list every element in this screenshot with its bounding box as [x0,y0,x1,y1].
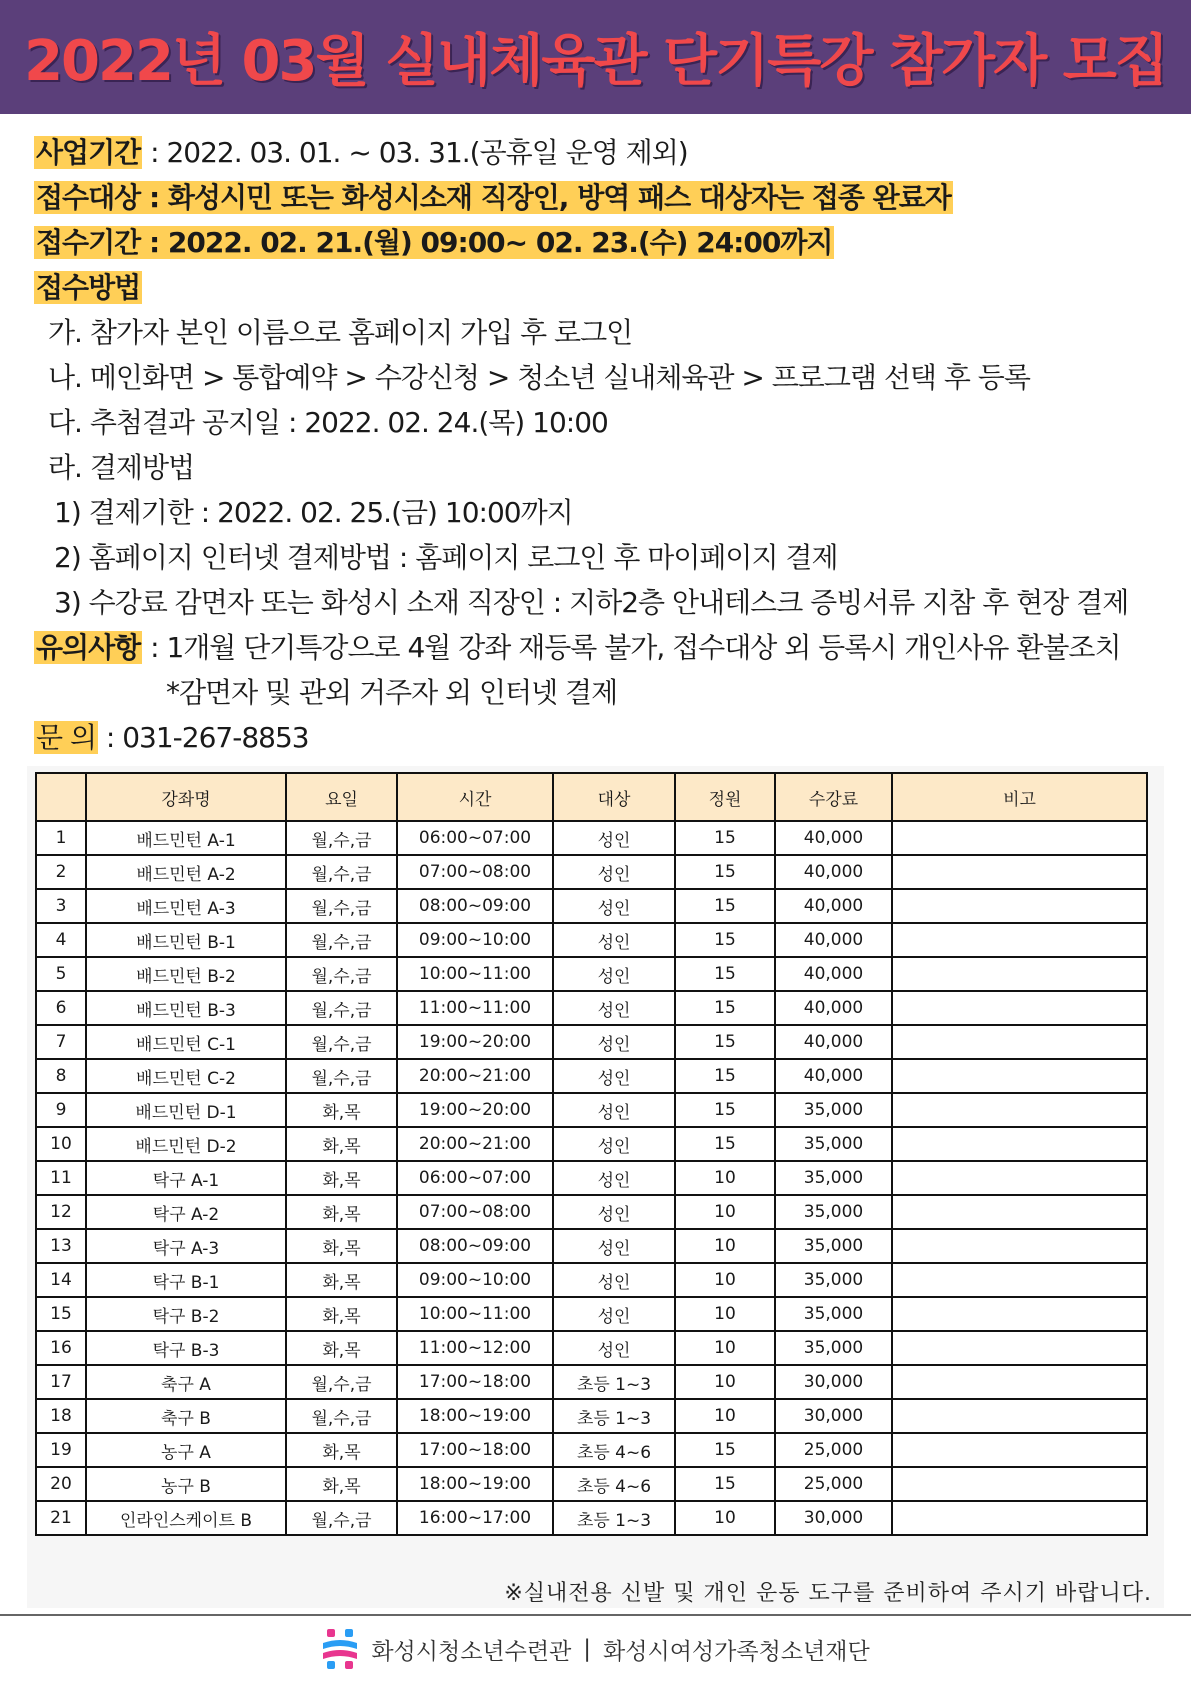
cell-fee: 40,000 [775,923,892,957]
header-capacity: 정원 [675,773,775,821]
table-row [36,923,1147,957]
cell-note [892,1263,1147,1297]
schedule-table [35,772,1148,1536]
cell-time: 07:00~08:00 [397,855,553,889]
cell-day: 월,수,금 [286,1365,397,1399]
cell-no: 20 [36,1467,86,1501]
cell-note [892,923,1147,957]
cell-no: 17 [36,1365,86,1399]
cell-fee: 40,000 [775,821,892,855]
cell-time: 20:00~21:00 [397,1059,553,1093]
cell-course: 배드민턴 D-1 [86,1093,286,1127]
cell-day: 월,수,금 [286,991,397,1025]
cell-capacity: 15 [675,1467,775,1501]
cell-course: 배드민턴 A-2 [86,855,286,889]
cell-course: 배드민턴 C-1 [86,1025,286,1059]
notice-sub: *감면자 및 관외 거주자 외 인터넷 결제 [166,676,618,709]
footer-divider [0,1614,1191,1616]
footer [0,1624,1191,1674]
cell-day: 화,목 [286,1161,397,1195]
cell-capacity: 15 [675,1025,775,1059]
cell-day: 월,수,금 [286,1399,397,1433]
table-row [36,1025,1147,1059]
cell-no: 11 [36,1161,86,1195]
cell-course: 배드민턴 B-3 [86,991,286,1025]
header-day: 요일 [286,773,397,821]
cell-course: 탁구 B-2 [86,1297,286,1331]
cell-capacity: 10 [675,1229,775,1263]
cell-no: 10 [36,1127,86,1161]
cell-note [892,1161,1147,1195]
step-da: 다. 추첨결과 공지일 : 2022. 02. 24.(목) 10:00 [48,406,608,439]
cell-capacity: 10 [675,1161,775,1195]
cell-time: 09:00~10:00 [397,923,553,957]
target-text: 접수대상 : 화성시민 또는 화성시소재 직장인, 방역 패스 대상자는 접종 완료자 [36,181,951,214]
cell-note [892,1195,1147,1229]
table-row [36,889,1147,923]
table-row [36,1059,1147,1093]
cell-capacity: 10 [675,1331,775,1365]
cell-capacity: 15 [675,1059,775,1093]
cell-fee: 40,000 [775,889,892,923]
cell-time: 08:00~09:00 [397,889,553,923]
cell-day: 월,수,금 [286,889,397,923]
cell-capacity: 10 [675,1297,775,1331]
reg-period-line [34,220,1164,265]
cell-note [892,1229,1147,1263]
cell-target: 성인 [553,1229,675,1263]
cell-target: 성인 [553,1025,675,1059]
cell-day: 화,목 [286,1229,397,1263]
cell-fee: 40,000 [775,991,892,1025]
table-body [36,821,1147,1535]
reg-period-text: 접수기간 : 2022. 02. 21.(월) 09:00~ 02. 23.(수) 24:00까지 [36,226,833,259]
cell-time: 08:00~09:00 [397,1229,553,1263]
cell-note [892,1059,1147,1093]
cell-time: 17:00~18:00 [397,1433,553,1467]
cell-time: 10:00~11:00 [397,1297,553,1331]
cell-time: 17:00~18:00 [397,1365,553,1399]
cell-fee: 35,000 [775,1195,892,1229]
cell-target: 성인 [553,821,675,855]
cell-day: 화,목 [286,1297,397,1331]
cell-no: 13 [36,1229,86,1263]
cell-time: 07:00~08:00 [397,1195,553,1229]
page-title: 2022년 03월 실내체육관 단기특강 참가자 모집 [24,29,1167,94]
cell-note [892,1399,1147,1433]
cell-fee: 35,000 [775,1127,892,1161]
cell-capacity: 10 [675,1365,775,1399]
cell-course: 배드민턴 A-3 [86,889,286,923]
cell-capacity: 15 [675,991,775,1025]
pay-step-1: 1) 결제기한 : 2022. 02. 25.(금) 10:00까지 [54,496,573,529]
header-note: 비고 [892,773,1147,821]
cell-day: 월,수,금 [286,923,397,957]
table-row [36,1263,1147,1297]
step-ga: 가. 참가자 본인 이름으로 홈페이지 가입 후 로그인 [48,316,633,349]
notice-label: 유의사항 [36,631,141,664]
cell-fee: 25,000 [775,1467,892,1501]
notice-value: : 1개월 단기특강으로 4월 강좌 재등록 불가, 접수대상 외 등록시 개인사유 환불조치 [142,631,1121,664]
cell-fee: 40,000 [775,957,892,991]
cell-no: 8 [36,1059,86,1093]
cell-target: 초등 1~3 [553,1365,675,1399]
cell-course: 배드민턴 D-2 [86,1127,286,1161]
footnote: ※실내전용 신발 및 개인 운동 도구를 준비하여 주시기 바랍니다. [504,1581,1152,1606]
table-row [36,1399,1147,1433]
pay-step-2: 2) 홈페이지 인터넷 결제방법 : 홈페이지 로그인 후 마이페이지 결제 [54,541,838,574]
contact-line [34,715,1164,760]
cell-note [892,1467,1147,1501]
cell-day: 화,목 [286,1195,397,1229]
cell-day: 화,목 [286,1467,397,1501]
cell-target: 성인 [553,1093,675,1127]
cell-capacity: 15 [675,1093,775,1127]
cell-fee: 40,000 [775,1059,892,1093]
cell-fee: 30,000 [775,1501,892,1535]
step-na: 나. 메인화면 > 통합예약 > 수강신청 > 청소년 실내체육관 > 프로그램 선택 후 등록 [48,361,1030,394]
table-row [36,1127,1147,1161]
step-ra: 라. 결제방법 [48,451,195,484]
cell-note [892,1331,1147,1365]
cell-no: 14 [36,1263,86,1297]
cell-capacity: 10 [675,1399,775,1433]
cell-no: 4 [36,923,86,957]
cell-day: 월,수,금 [286,1059,397,1093]
footer-divider-text: | [583,1636,592,1662]
cell-capacity: 15 [675,1433,775,1467]
cell-no: 21 [36,1501,86,1535]
cell-day: 월,수,금 [286,957,397,991]
cell-no: 9 [36,1093,86,1127]
cell-target: 성인 [553,855,675,889]
cell-capacity: 15 [675,1127,775,1161]
cell-course: 배드민턴 B-2 [86,957,286,991]
cell-time: 06:00~07:00 [397,1161,553,1195]
cell-note [892,855,1147,889]
cell-course: 배드민턴 A-1 [86,821,286,855]
cell-note [892,889,1147,923]
cell-target: 성인 [553,1263,675,1297]
table-row [36,1467,1147,1501]
cell-no: 12 [36,1195,86,1229]
cell-fee: 40,000 [775,1025,892,1059]
cell-no: 15 [36,1297,86,1331]
cell-capacity: 10 [675,1501,775,1535]
cell-target: 초등 4~6 [553,1433,675,1467]
header-course: 강좌명 [86,773,286,821]
cell-time: 06:00~07:00 [397,821,553,855]
cell-course: 배드민턴 C-2 [86,1059,286,1093]
table-row [36,1093,1147,1127]
cell-course: 탁구 B-3 [86,1331,286,1365]
schedule-table-panel [27,766,1164,1608]
cell-course: 배드민턴 B-1 [86,923,286,957]
contact-value: : 031-267-8853 [98,721,309,754]
cell-note [892,1365,1147,1399]
cell-note [892,821,1147,855]
table-row [36,991,1147,1025]
cell-day: 화,목 [286,1093,397,1127]
table-row [36,1501,1147,1535]
cell-fee: 35,000 [775,1297,892,1331]
cell-no: 1 [36,821,86,855]
cell-note [892,991,1147,1025]
cell-time: 19:00~20:00 [397,1093,553,1127]
cell-target: 성인 [553,923,675,957]
cell-fee: 25,000 [775,1433,892,1467]
cell-fee: 35,000 [775,1331,892,1365]
period-label: 사업기간 [36,136,141,169]
table-row [36,957,1147,991]
cell-note [892,1501,1147,1535]
cell-day: 화,목 [286,1263,397,1297]
method-label: 접수방법 [36,271,141,304]
cell-course: 인라인스케이트 B [86,1501,286,1535]
period-value: : 2022. 03. 01. ~ 03. 31.(공휴일 운영 제외) [142,136,688,169]
contact-label: 문 의 [36,721,96,754]
cell-capacity: 15 [675,821,775,855]
cell-course: 축구 A [86,1365,286,1399]
cell-time: 18:00~19:00 [397,1467,553,1501]
table-header-row [36,773,1147,821]
cell-fee: 35,000 [775,1093,892,1127]
notice-line [34,625,1164,670]
header-fee: 수강료 [775,773,892,821]
cell-course: 축구 B [86,1399,286,1433]
cell-target: 초등 4~6 [553,1467,675,1501]
cell-capacity: 15 [675,923,775,957]
cell-time: 11:00~12:00 [397,1331,553,1365]
cell-day: 월,수,금 [286,1501,397,1535]
header-no [36,773,86,821]
pay-step-3: 3) 수강료 감면자 또는 화성시 소재 직장인 : 지하2층 안내테스크 증빙서류 지참 후 현장 결제 [54,586,1129,619]
cell-note [892,957,1147,991]
cell-no: 7 [36,1025,86,1059]
cell-course: 탁구 A-1 [86,1161,286,1195]
cell-course: 탁구 A-3 [86,1229,286,1263]
cell-capacity: 15 [675,855,775,889]
cell-target: 초등 1~3 [553,1399,675,1433]
foundation-logo-icon [321,1627,359,1671]
cell-fee: 35,000 [775,1263,892,1297]
cell-target: 초등 1~3 [553,1501,675,1535]
cell-time: 09:00~10:00 [397,1263,553,1297]
cell-target: 성인 [553,889,675,923]
table-row [36,855,1147,889]
table-row [36,821,1147,855]
cell-no: 2 [36,855,86,889]
cell-no: 5 [36,957,86,991]
cell-fee: 30,000 [775,1399,892,1433]
table-row [36,1331,1147,1365]
cell-time: 20:00~21:00 [397,1127,553,1161]
cell-target: 성인 [553,1127,675,1161]
table-row [36,1195,1147,1229]
table-row [36,1229,1147,1263]
table-row [36,1433,1147,1467]
method-line [34,265,1164,310]
period-line [34,130,1164,175]
cell-course: 탁구 A-2 [86,1195,286,1229]
cell-time: 11:00~11:00 [397,991,553,1025]
target-line [34,175,1164,220]
cell-fee: 35,000 [775,1229,892,1263]
cell-target: 성인 [553,1195,675,1229]
cell-course: 탁구 B-1 [86,1263,286,1297]
cell-no: 19 [36,1433,86,1467]
cell-no: 16 [36,1331,86,1365]
cell-fee: 35,000 [775,1161,892,1195]
info-section [34,130,1164,760]
cell-time: 19:00~20:00 [397,1025,553,1059]
cell-note [892,1093,1147,1127]
cell-capacity: 10 [675,1263,775,1297]
table-row [36,1161,1147,1195]
cell-target: 성인 [553,1331,675,1365]
cell-target: 성인 [553,1059,675,1093]
table-row [36,1297,1147,1331]
cell-note [892,1297,1147,1331]
cell-day: 화,목 [286,1433,397,1467]
table-row [36,1365,1147,1399]
cell-course: 농구 A [86,1433,286,1467]
cell-day: 화,목 [286,1331,397,1365]
cell-time: 10:00~11:00 [397,957,553,991]
cell-target: 성인 [553,957,675,991]
cell-day: 월,수,금 [286,821,397,855]
cell-day: 월,수,금 [286,855,397,889]
footer-org-1: 화성시청소년수련관 [371,1638,572,1665]
cell-note [892,1127,1147,1161]
cell-course: 농구 B [86,1467,286,1501]
cell-fee: 30,000 [775,1365,892,1399]
cell-fee: 40,000 [775,855,892,889]
cell-capacity: 10 [675,1195,775,1229]
cell-target: 성인 [553,1297,675,1331]
title-banner [0,0,1191,114]
cell-no: 18 [36,1399,86,1433]
cell-time: 18:00~19:00 [397,1399,553,1433]
cell-note [892,1025,1147,1059]
cell-capacity: 15 [675,889,775,923]
cell-target: 성인 [553,991,675,1025]
cell-day: 화,목 [286,1127,397,1161]
cell-no: 6 [36,991,86,1025]
cell-target: 성인 [553,1161,675,1195]
cell-day: 월,수,금 [286,1025,397,1059]
footer-org-2: 화성시여성가족청소년재단 [603,1638,870,1665]
cell-note [892,1433,1147,1467]
cell-time: 16:00~17:00 [397,1501,553,1535]
header-target: 대상 [553,773,675,821]
cell-no: 3 [36,889,86,923]
header-time: 시간 [397,773,553,821]
cell-capacity: 15 [675,957,775,991]
